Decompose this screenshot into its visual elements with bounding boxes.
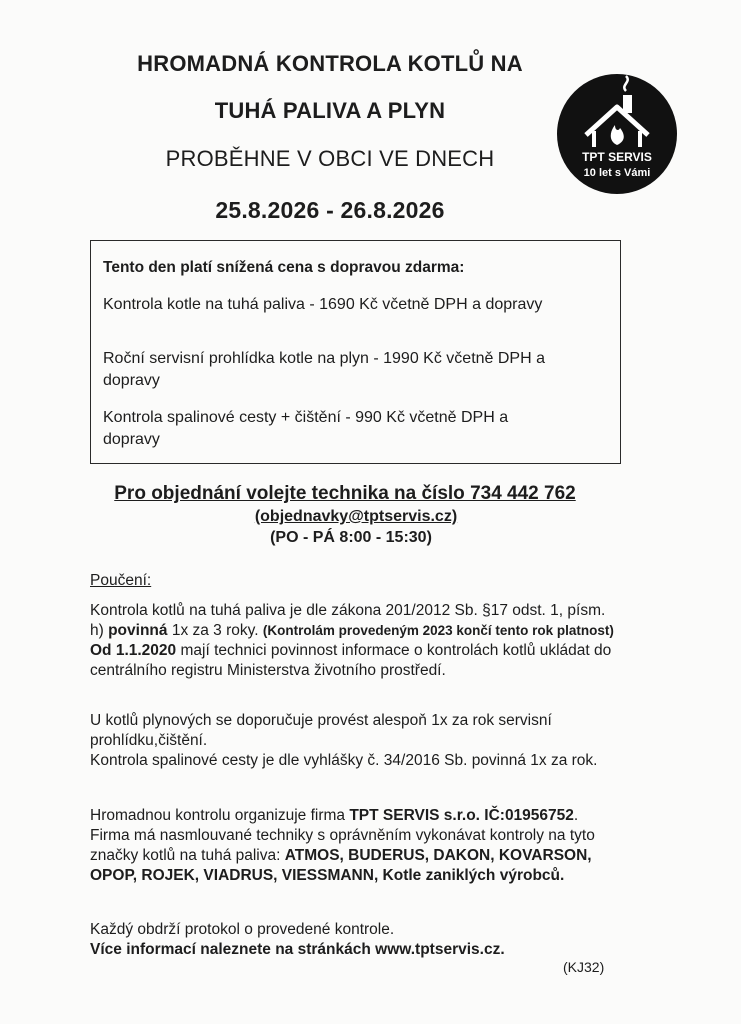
price-item-flue: Kontrola spalinové cesty + čištění - 990 Kč včetně DPH a dopravy — [103, 409, 509, 448]
document-code: (KJ32) — [563, 959, 605, 975]
info-paragraph-1 — [90, 601, 620, 681]
p4-website: Více informací naleznete na stránkách www.tptservis.cz. — [90, 941, 505, 958]
p3-technicians: . Firma má nasmlouvané techniky s oprávněním vykonávat kontroly na tyto značky kotlů na tuhá paliva: — [90, 807, 595, 864]
order-email-link[interactable]: (objednavky@tptservis.cz) — [254, 508, 458, 525]
p3-brands: ATMOS, BUDERUS, DAKON, KOVARSON, OPOP, ROJEK, VIADRUS, VIESSMANN, Kotle zaniklých výrobců. — [90, 847, 592, 884]
p2-gas: U kotlů plynových se doporučuje provést alespoň 1x za rok servisní prohlídku,čištění. — [90, 712, 552, 749]
p1-frequency: 1x za 3 roky. — [167, 622, 263, 639]
logo-name: TPT SERVIS — [582, 150, 652, 164]
price-item-gas: Roční servisní prohlídka kotle na plyn - 1990 Kč včetně DPH a dopravy — [103, 350, 545, 389]
title-line-3: PROBĚHNE V OBCI VE DNECH — [165, 146, 495, 171]
p4-protocol: Každý obdrží protokol o provedené kontrole. — [90, 921, 395, 938]
price-item-solid-fuel: Kontrola kotle na tuhá paliva - 1690 Kč včetně DPH a dopravy — [103, 296, 543, 313]
p1-registry: mají technici povinnost informace o kontrolách kotlů ukládat do centrálního registru Ministerstva životního prostředí. — [90, 642, 612, 679]
office-hours: (PO - PÁ 8:00 - 15:30) — [270, 529, 432, 546]
info-paragraph-4 — [90, 920, 620, 960]
title-line-1: HROMADNÁ KONTROLA KOTLŮ NA — [137, 51, 523, 76]
p1-date: Od 1.1.2020 — [90, 642, 177, 659]
info-paragraph-2 — [90, 711, 620, 771]
info-paragraph-3 — [90, 806, 620, 886]
event-dates: 25.8.2026 - 26.8.2026 — [215, 197, 445, 223]
p3-text: Hromadnou kontrolu organizuje firma — [90, 807, 350, 824]
title-line-2: TUHÁ PALIVA A PLYN — [214, 98, 446, 123]
p1-mandatory: povinná — [108, 622, 168, 639]
p3-company: TPT SERVIS s.r.o. IČ:01956752 — [349, 807, 574, 824]
p2-flue: Kontrola spalinové cesty je dle vyhlášky č. 34/2016 Sb. povinná 1x za rok. — [90, 752, 598, 769]
p1-validity-note: (Kontrolám provedeným 2023 končí tento rok platnost) — [262, 623, 614, 638]
order-phone[interactable]: Pro objednání volejte technika na číslo 734 442 762 — [114, 483, 576, 504]
price-box-heading: Tento den platí snížená cena s dopravou zdarma: — [103, 259, 465, 276]
info-heading: Poučení: — [90, 572, 152, 589]
tpt-servis-logo — [556, 73, 678, 195]
logo-tagline: 10 let s Vámi — [583, 167, 651, 179]
p1-text: Kontrola kotlů na tuhá paliva je dle zákona 201/2012 Sb. §17 odst. 1, písm. h) — [90, 602, 606, 639]
chimney-icon — [623, 95, 632, 113]
